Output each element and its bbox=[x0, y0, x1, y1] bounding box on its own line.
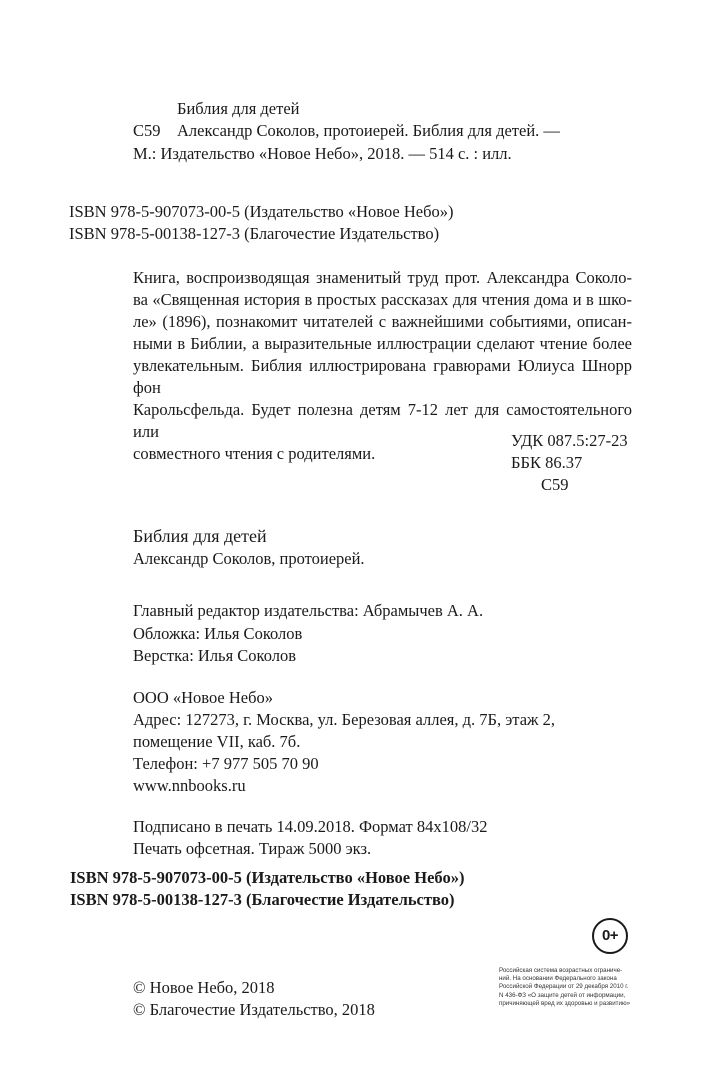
print-info: Печать офсетная. Тираж 5000 экз. bbox=[133, 839, 372, 858]
print-info: Подписано в печать 14.09.2018. Формат 84х108/32 bbox=[133, 817, 488, 836]
isbn-top-line: ISBN 978-5-907073-00-5 (Издательство «Новое Небо») bbox=[69, 202, 454, 221]
legal-line: причиняющей вред их здоровью и развитию» bbox=[499, 999, 631, 1007]
book-title: Библия для детей bbox=[133, 526, 267, 546]
abstract-line: увлекательным. Библия иллюстрирована гравюрами Юлиуса Шнорр фон bbox=[133, 356, 632, 397]
author-mark: С59 bbox=[541, 475, 569, 494]
legal-line: Российской Федерации от 29 декабря 2010 г. bbox=[499, 983, 629, 991]
age-rating-badge: 0+ bbox=[592, 918, 628, 954]
publisher-phone: Телефон: +7 977 505 70 90 bbox=[133, 754, 319, 773]
abstract-line: ва «Священная история в простых рассказах для чтения дома и в шко- bbox=[133, 290, 632, 309]
copyright-line: © Новое Небо, 2018 bbox=[133, 978, 275, 997]
isbn-top-line: ISBN 978-5-00138-127-3 (Благочестие Издательство) bbox=[69, 224, 440, 243]
abstract-line: Карольсфельда. Будет полезна детям 7-12 лет для самостоятельного или bbox=[133, 400, 632, 441]
bbk-code: ББК 86.37 bbox=[511, 453, 583, 472]
age-rating-legal-note bbox=[499, 967, 641, 1008]
abstract-line: ными в Библии, а выразительные иллюстрации сделают чтение более bbox=[133, 334, 632, 353]
copyright-line: © Благочестие Издательство, 2018 bbox=[133, 1000, 375, 1019]
abstract-line: совместного чтения с родителями. bbox=[133, 444, 376, 463]
catalog-entry-line2: М.: Издательство «Новое Небо», 2018. — 514 с. : илл. bbox=[133, 144, 512, 163]
legal-line: Российская система возрастных ограниче- bbox=[499, 967, 623, 974]
catalog-entry-line1 bbox=[133, 120, 560, 142]
book-author: Александр Соколов, протоиерей. bbox=[133, 549, 365, 568]
credit-line: Обложка: Илья Соколов bbox=[133, 624, 303, 643]
abstract-line: Книга, воспроизводящая знаменитый труд прот. Александра Соколо- bbox=[133, 268, 632, 287]
publisher-name: ООО «Новое Небо» bbox=[133, 688, 274, 707]
catalog-entry-text: Александр Соколов, протоиерей. Библия для детей. — bbox=[177, 121, 560, 140]
publisher-website: www.nnbooks.ru bbox=[133, 776, 246, 795]
legal-line: N 436-ФЗ «О защите детей от информации, bbox=[499, 991, 626, 999]
legal-line: ний. На основании Федерального закона bbox=[499, 975, 617, 983]
isbn-bottom-line: ISBN 978-5-907073-00-5 (Издательство «Новое Небо») bbox=[70, 868, 465, 887]
catalog-code: С59 bbox=[133, 121, 161, 140]
abstract-line: ле» (1896), познакомит читателей с важнейшими событиями, описан- bbox=[133, 312, 632, 331]
publisher-address: Адрес: 127273, г. Москва, ул. Березовая аллея, д. 7Б, этаж 2, bbox=[133, 710, 555, 729]
publisher-address: помещение VII, каб. 7б. bbox=[133, 732, 301, 751]
isbn-bottom-line: ISBN 978-5-00138-127-3 (Благочестие Издательство) bbox=[70, 890, 455, 909]
udk-code: УДК 087.5:27-23 bbox=[511, 431, 628, 450]
credit-line: Верстка: Илья Соколов bbox=[133, 646, 297, 665]
credit-line: Главный редактор издательства: Абрамычев А. А. bbox=[133, 601, 484, 620]
catalog-title: Библия для детей bbox=[177, 99, 300, 118]
